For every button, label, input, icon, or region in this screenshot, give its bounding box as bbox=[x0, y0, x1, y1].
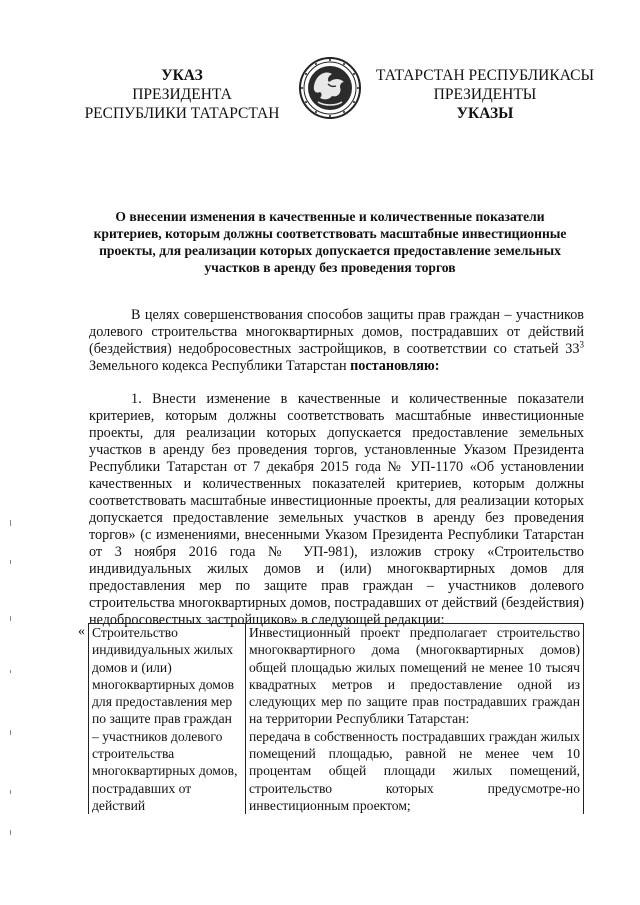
open-quote-mark: « bbox=[78, 624, 85, 639]
article-superscript: 3 bbox=[579, 339, 584, 350]
header-right-line2: ПРЕЗИДЕНТЫ bbox=[433, 86, 537, 103]
document-title: О внесении изменения в качественные и количественные показатели критериев, которым должны соответствовать масштабные инвестиционные проекты, для реализации которых допускается предоставление земельных участков в аренду без проведения торгов bbox=[93, 209, 567, 275]
preamble-text: В целях совершенствования способов защиты прав граждан – участников долевого строительства многоквартирных домов, пострадавших от действий (бездействия) недобросовестных застройщиков, в соответствии со статьей 33 bbox=[89, 307, 584, 357]
tatarstan-emblem-icon bbox=[298, 56, 362, 120]
resolve-word: постановляю: bbox=[350, 358, 440, 374]
table-cell-requirements bbox=[246, 624, 584, 815]
header-left-line2: ПРЕЗИДЕНТА bbox=[132, 86, 232, 103]
header-left-block bbox=[82, 66, 282, 123]
table-row bbox=[89, 624, 584, 815]
header-right-line3: УКАЗЫ bbox=[456, 105, 514, 122]
table-cell-activity: Строительство индивидуальных жилых домов и (или) многоквартирных домов для предоставления мер по защите прав граждан – участников долевого строительства многоквартирных домов, пострадавших от действий bbox=[89, 624, 246, 815]
header-right-block bbox=[370, 66, 600, 123]
item-1-text: 1. Внести изменение в качественные и количественные показатели критериев, которым должны соответствовать масштабные инвестиционные проекты, для реализации которых допускается предоставление земельных участков в аренду без проведения торгов, установленные Указом Президента Республики Татарстан от 7 декабря 2015 года № УП-1170 «Об установлении качественных и количественных показателей критериев, которым должны соответствовать масштабные инвестиционные проекты, для реализации которых допускается предоставление земельных участков в аренду без проведения торгов» (с изменениями, внесенными Указом Президента Республики Татарстан от 3 ноября 2016 года № УП-981), изложив строку «Строительство индивидуальных жилых домов и (или) многоквартирных домов для предоставления мер по защите прав граждан – участников долевого строительства многоквартирных домов, пострадавших от действий (бездействия) недобросовестных застройщиков» в следующей редакции: bbox=[89, 391, 584, 628]
preamble-paragraph bbox=[89, 307, 584, 375]
header-left-line3: РЕСПУБЛИКИ ТАТАРСТАН bbox=[84, 105, 280, 122]
header-right-line1: ТАТАРСТАН РЕСПУБЛИКАСЫ bbox=[376, 67, 594, 84]
criteria-table bbox=[88, 623, 584, 814]
requirements-paragraph-1: Инвестиционный проект предполагает строительство многоквартирного дома (многоквартирных домов) общей площадью жилых помещений не менее 10 тысяч квадратных метров и предоставление одной из следующих мер по защите прав пострадавших граждан на территории Республики Татарстан: bbox=[249, 625, 580, 727]
scan-margin-marks bbox=[9, 520, 12, 840]
preamble-text-after: Земельного кодекса Республики Татарстан bbox=[89, 358, 351, 374]
requirements-paragraph-2: передача в собственность пострадавших граждан жилых помещений площадью, равной не менее чем 10 процентам общей площади жилых помещений, строительство которых предусмотре-но инвестиционным проектом; bbox=[249, 728, 580, 813]
item-1-paragraph bbox=[89, 391, 584, 629]
header-left-line1: УКАЗ bbox=[161, 67, 203, 84]
